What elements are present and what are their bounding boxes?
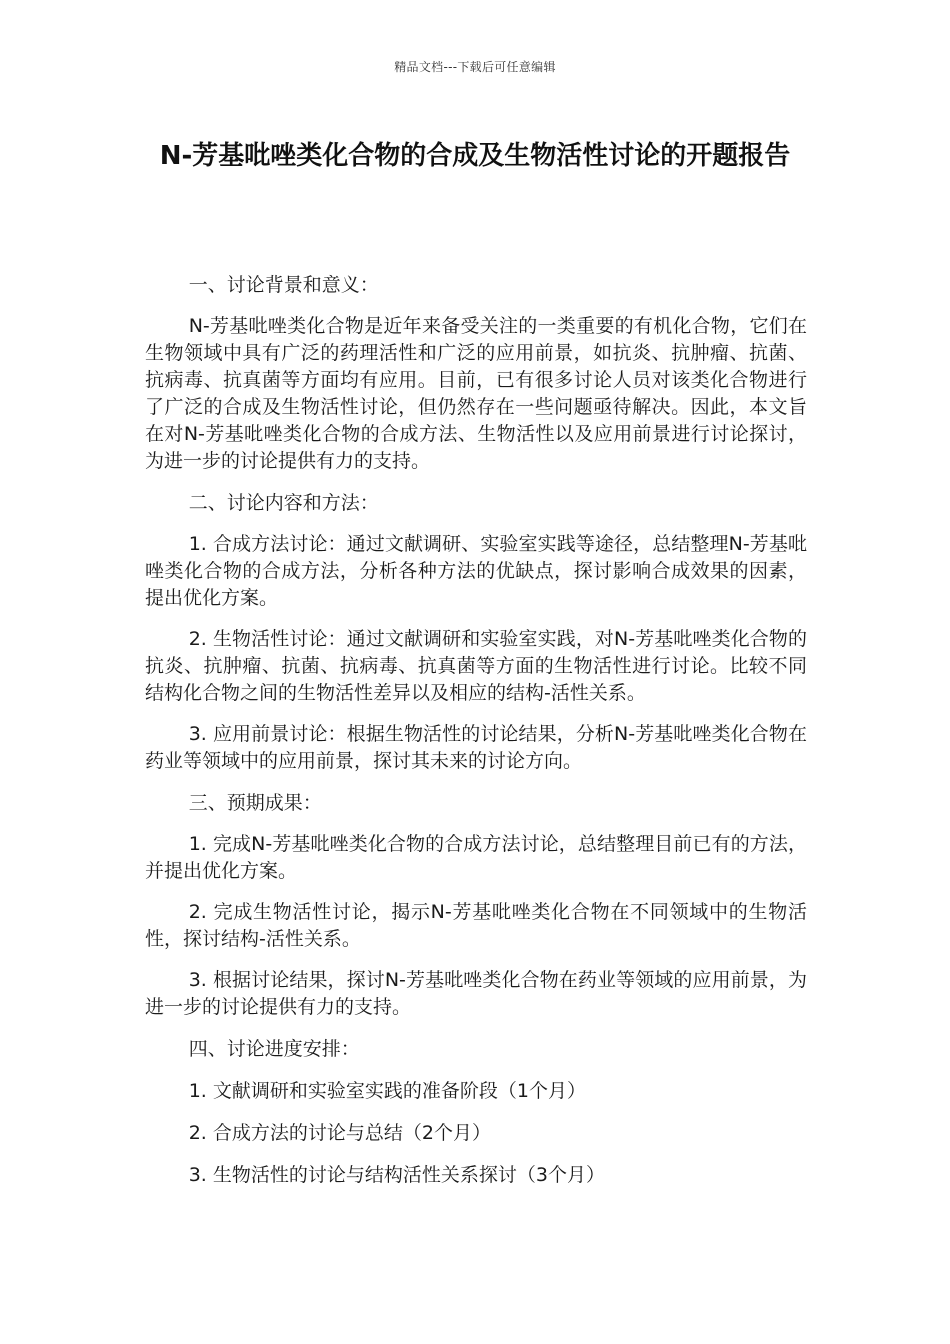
- content-item: 3. 应用前景讨论：根据生物活性的讨论结果，分析N-芳基吡唑类化合物在药业等领域中的应用前景，探讨其未来的讨论方向。: [145, 723, 807, 772]
- background-paragraph: N-芳基吡唑类化合物是近年来备受关注的一类重要的有机化合物，它们在生物领域中具有广泛的药理活性和广泛的应用前景，如抗炎、抗肿瘤、抗菌、抗病毒、抗真菌等方面均有应用。目前，已有很多讨论人员对该类化合物进行了广泛的合成及生物活性讨论，但仍然存在一些问题亟待解决。因此，本文旨在对N-芳基吡唑类化合物的合成方法、生物活性以及应用前景进行讨论探讨，为进一步的讨论提供有力的支持。: [145, 315, 807, 472]
- section-heading-background: 一、讨论背景和意义：: [188, 274, 379, 296]
- header-note: 精品文档---下载后可任意编辑: [394, 60, 556, 74]
- schedule-item: 2. 合成方法的讨论与总结（2个月）: [188, 1122, 491, 1144]
- schedule-item: 3. 生物活性的讨论与结构活性关系探讨（3个月）: [188, 1164, 605, 1186]
- results-item: 2. 完成生物活性讨论，揭示N-芳基吡唑类化合物在不同领域中的生物活性，探讨结构-活性关系。: [145, 901, 807, 950]
- content-item: 2. 生物活性讨论：通过文献调研和实验室实践，对N-芳基吡唑类化合物的抗炎、抗肿瘤、抗菌、抗病毒、抗真菌等方面的生物活性进行讨论。比较不同结构化合物之间的生物活性差异以及相应的结构-活性关系。: [145, 628, 807, 704]
- results-item: 1. 完成N-芳基吡唑类化合物的合成方法讨论，总结整理目前已有的方法，并提出优化方案。: [145, 833, 807, 882]
- section-heading-content: 二、讨论内容和方法：: [188, 492, 379, 514]
- schedule-item: 1. 文献调研和实验室实践的准备阶段（1个月）: [188, 1080, 586, 1102]
- document-body: [145, 272, 807, 1189]
- section-heading-results: 三、预期成果：: [188, 792, 322, 814]
- document-title: N-芳基吡唑类化合物的合成及生物活性讨论的开题报告: [159, 141, 791, 171]
- content-item: 1. 合成方法讨论：通过文献调研、实验室实践等途径，总结整理N-芳基吡唑类化合物的合成方法，分析各种方法的优缺点，探讨影响合成效果的因素，提出优化方案。: [145, 533, 807, 609]
- results-item: 3. 根据讨论结果，探讨N-芳基吡唑类化合物在药业等领域的应用前景，为进一步的讨论提供有力的支持。: [145, 969, 807, 1018]
- section-heading-schedule: 四、讨论进度安排：: [188, 1038, 360, 1060]
